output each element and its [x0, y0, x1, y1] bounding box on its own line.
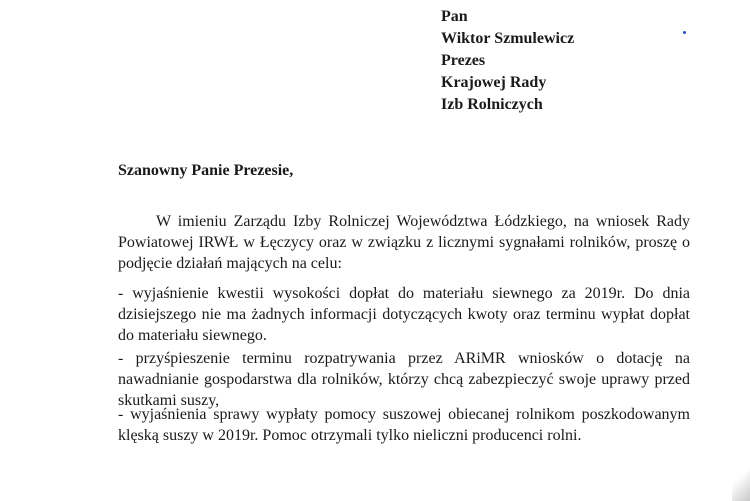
- recipient-address: [441, 6, 574, 116]
- recipient-title: Prezes: [441, 52, 486, 69]
- recipient-organization-cont: Izb Rolniczych: [441, 96, 543, 113]
- scan-edge-shadow: [732, 461, 750, 501]
- ink-speck: [683, 31, 686, 34]
- request-item-3: - wyjaśnienia sprawy wypłaty pomocy suszowej obiecanej rolnikom poszkodowanym klęską suszy w 2019r. Pomoc otrzymali tylko nieliczni producenci rolni.: [118, 406, 690, 444]
- recipient-name: Wiktor Szmulewicz: [441, 30, 575, 47]
- intro-paragraph: W imieniu Zarządu Izby Rolniczej Województwa Łódzkiego, na wniosek Rady Powiatowej IRWŁ w Łęczycy oraz w związku z licznymi sygnałami rolników, proszę o podjęcie działań mających na celu:: [118, 213, 690, 272]
- salutation: Szanowny Panie Prezesie,: [118, 162, 294, 179]
- request-item-2: - przyśpieszenie terminu rozpatrywania przez ARiMR wniosków o dotację na nawadnianie gospodarstwa dla rolników, którzy chcą zabezpieczyć swoje uprawy przed skutkami suszy,: [118, 350, 690, 409]
- recipient-organization: Krajowej Rady: [441, 74, 547, 91]
- recipient-line: Pan: [441, 8, 468, 25]
- request-item-1: - wyjaśnienie kwestii wysokości dopłat do materiału siewnego za 2019r. Do dnia dzisiejszego nie ma żadnych informacji dotyczących kwoty oraz terminu wypłat dopłat do materiału siewnego.: [118, 285, 690, 344]
